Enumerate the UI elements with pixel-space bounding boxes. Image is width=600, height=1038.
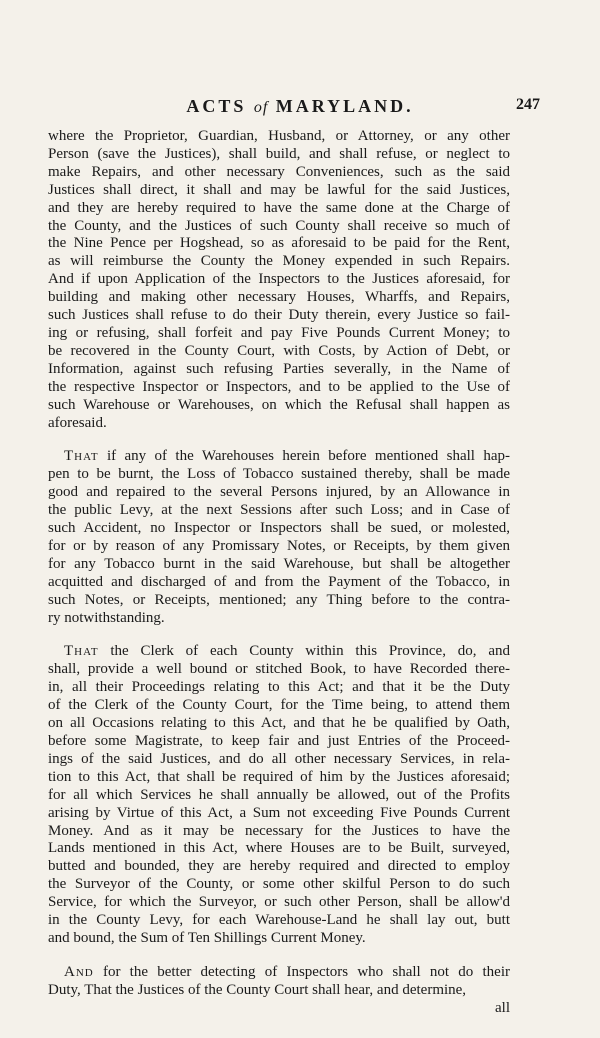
text-line: as will reimburse the County the Money expended in such Repairs. (48, 253, 510, 270)
text-line: the Surveyor of the County, or some other skilful Person to do such (48, 876, 510, 893)
paragraph-lead: That (64, 448, 99, 465)
text-line: ing or refusing, shall forfeit and pay Five Pounds Current Money; to (48, 324, 510, 341)
text-line: for any Tobacco burnt in the said Warehouse, but shall be altogether (48, 555, 510, 572)
text-line: and they are hereby required to have the same done at the Charge of (48, 199, 510, 216)
text-line: pen to be burnt, the Loss of Tobacco sustained thereby, shall be made (48, 466, 510, 483)
page-header (60, 96, 540, 126)
text-line: Lands mentioned in this Act, where Houses are to be Built, surveyed, (48, 840, 510, 857)
text-line: And if upon Application of the Inspectors to the Justices aforesaid, for (48, 271, 510, 288)
text-line: Justices shall direct, it shall and may be lawful for the said Justices, (48, 181, 510, 198)
text-line: where the Proprietor, Guardian, Husband, or Attorney, or any other (48, 128, 510, 144)
text-line: on all Occasions relating to this Act, and that he be qualified by Oath, (48, 715, 510, 732)
text-line: the public Levy, at the next Sessions after such Loss; and in Case of (48, 502, 510, 519)
body-text (48, 128, 510, 1016)
title-acts: ACTS (186, 96, 247, 116)
text-line: be recovered in the County Court, with Costs, by Action of Debt, or (48, 342, 510, 359)
text-line-content: the Clerk of each County within this Province, do, and (110, 643, 511, 660)
text-line: tion to this Act, that shall be required of him by the Justices aforesaid; (48, 768, 510, 785)
text-line-content: for the better detecting of Inspectors who shall not do their (102, 963, 510, 980)
text-line: the respective Inspector or Inspectors, and to be applied to the Use of (48, 378, 510, 395)
title-maryland: MARYLAND. (275, 96, 414, 116)
text-line: Money. And as it may be necessary for the Justices to have the (48, 822, 510, 839)
text-line: arising by Virtue of this Act, a Sum not exceeding Five Pounds Current (48, 804, 510, 821)
text-line: such Justices shall refuse to do their Duty therein, every Justice so fail- (48, 307, 510, 324)
text-line: ings of the said Justices, and do all other necessary Services, in rela- (48, 750, 510, 767)
text-line: of the Clerk of the County Court, for the Time being, to attend them (48, 697, 510, 714)
text-line: such Notes, or Receipts, mentioned; any Thing before to the contra- (48, 591, 510, 608)
text-line: aforesaid. (48, 414, 107, 431)
text-line: make Repairs, and other necessary Conveniences, such as the said (48, 163, 510, 180)
text-line: the Nine Pence per Hogshead, so as aforesaid to be paid for the Rent, (48, 235, 510, 252)
running-title (60, 96, 540, 117)
text-line: Person (save the Justices), shall build, and shall refuse, or neglect to (48, 145, 510, 162)
text-line: Service, for which the Surveyor, or such other Person, shall be allow'd (48, 894, 510, 911)
paragraph (48, 128, 510, 432)
text-line: for or by reason of any Promissary Notes, or Receipts, by them given (48, 537, 510, 554)
text-line: building and making other necessary Houses, Wharffs, and Repairs, (48, 289, 510, 306)
text-line (48, 448, 510, 466)
text-line: such Accident, no Inspector or Inspectors shall be sued, or molested, (48, 520, 510, 537)
text-line: Information, against such refusing Parties severally, in the Name of (48, 360, 510, 377)
text-line: shall, provide a well bound or stitched Book, to have Recorded there- (48, 661, 510, 678)
text-line: the County, and the Justices of such County shall receive so much of (48, 217, 510, 234)
text-line: for all which Services he shall annually be allowed, out of the Profits (48, 786, 510, 803)
text-line (48, 643, 510, 661)
paragraph-lead: And (64, 963, 94, 980)
paragraph (48, 448, 510, 627)
text-line: and bound, the Sum of Ten Shillings Current Money. (48, 929, 366, 946)
text-line: before some Magistrate, to keep fair and just Entries of the Proceed- (48, 733, 510, 749)
catchword: all (495, 1000, 510, 1016)
text-line: such Warehouse or Warehouses, on which the Refusal shall happen as (48, 396, 510, 413)
text-line: in, all their Proceedings relating to this Act; and that it be the Duty (48, 679, 510, 696)
paragraph (48, 964, 510, 1000)
text-line: Duty, That the Justices of the County Court shall hear, and determine, (48, 981, 467, 998)
text-line (48, 964, 510, 982)
text-line-content: if any of the Warehouses herein before mentioned shall hap- (106, 448, 510, 465)
title-of: of (253, 99, 269, 116)
text-line: in the County Levy, for each Warehouse-Land he shall lay out, butt (48, 912, 510, 929)
text-line: acquitted and discharged of and from the Payment of the Tobacco, in (48, 573, 510, 590)
paragraph (48, 643, 510, 947)
text-line: good and repaired to the several Persons injured, by an Allowance in (48, 484, 510, 501)
text-line: ry notwithstanding. (48, 609, 165, 626)
paragraph-lead: That (64, 643, 99, 660)
text-line: butted and bounded, they are hereby required and directed to employ (48, 858, 510, 875)
page-number: 247 (516, 96, 540, 113)
